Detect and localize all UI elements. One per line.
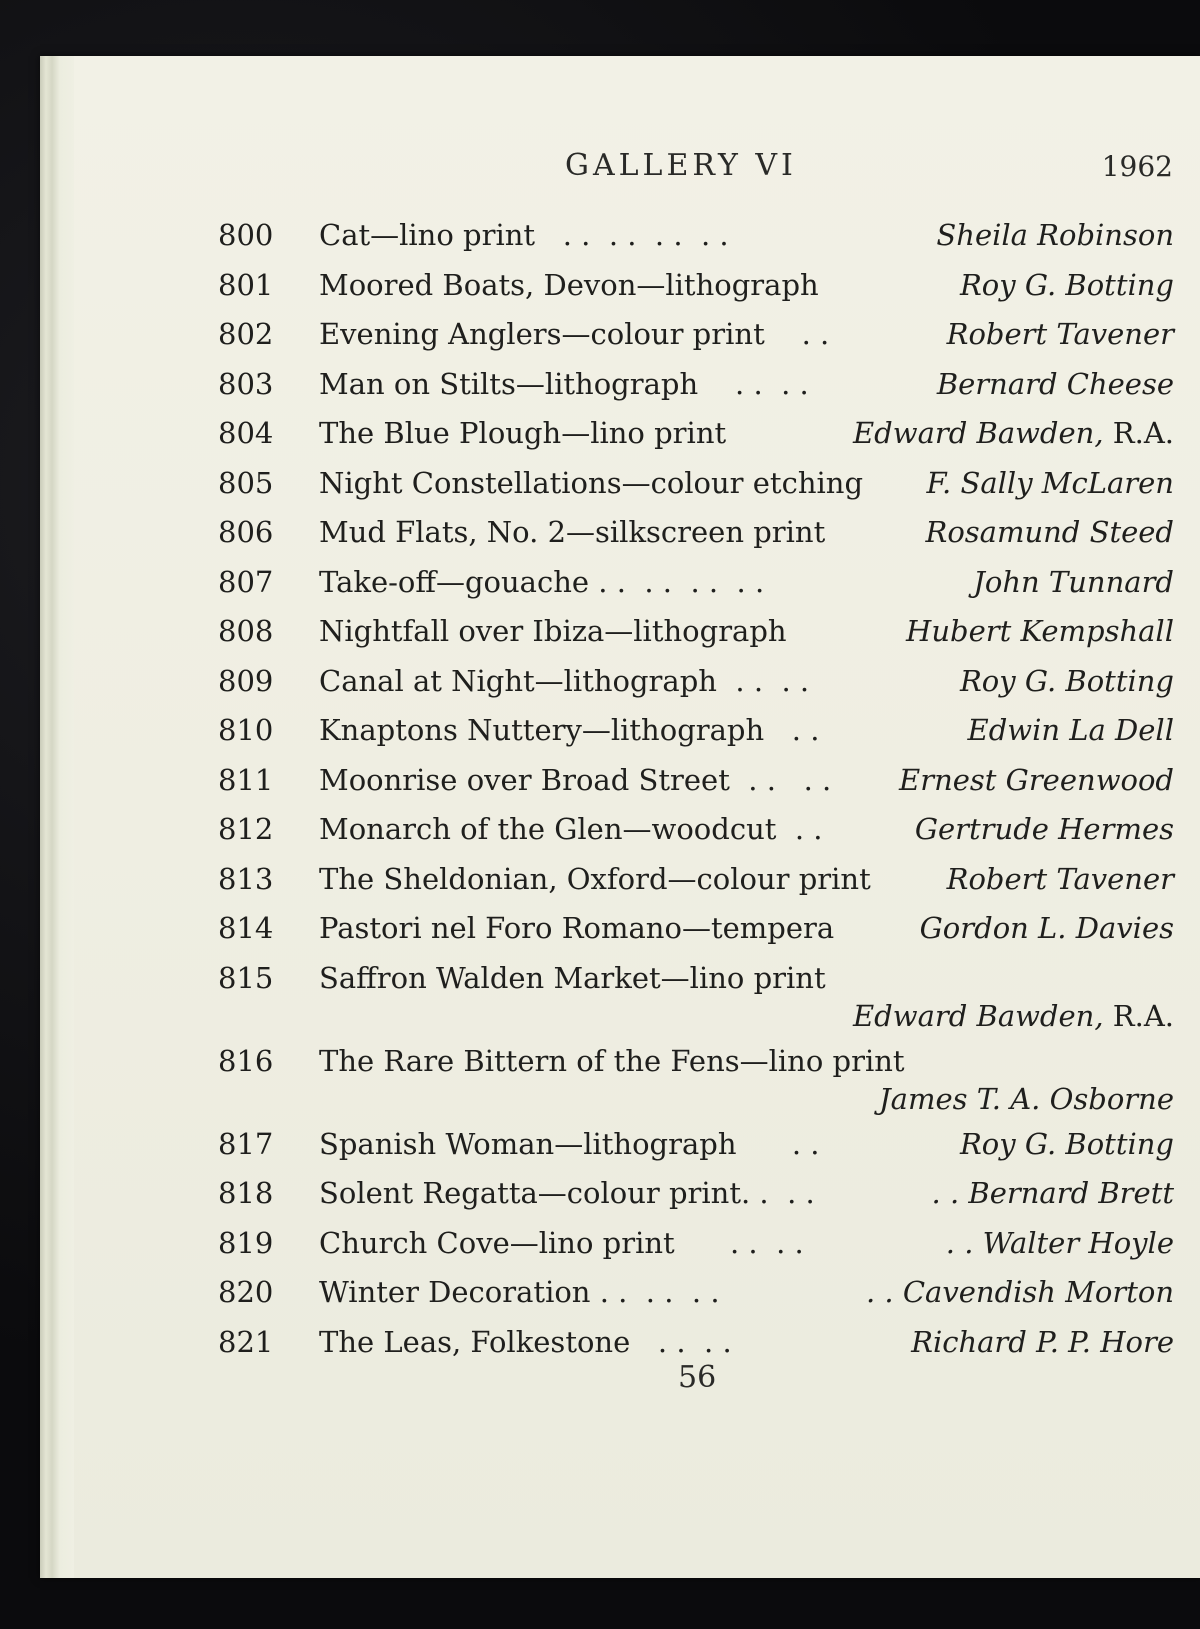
work-title: Canal at Night—lithograph . . . . — [319, 663, 810, 698]
artist-text: Gertrude Hermes — [914, 812, 1174, 846]
entry-number: 802 — [218, 317, 274, 351]
artist-text: Edward Bawden, — [853, 998, 1104, 1033]
artist-name — [946, 1226, 1174, 1260]
entry-row — [218, 614, 1174, 664]
entry-number: 803 — [218, 366, 274, 401]
artist-text: Edwin La Dell — [967, 713, 1174, 747]
entry-row — [218, 466, 1174, 516]
entry-number: 811 — [218, 762, 274, 797]
work-title: Solent Regatta—colour print. . . . — [319, 1176, 815, 1210]
entry-number: 815 — [218, 960, 274, 995]
artist-text: Hubert Kempshall — [906, 614, 1174, 648]
artist-name — [926, 466, 1174, 500]
catalogue-entries — [218, 218, 1174, 1374]
entry-row — [218, 1275, 1174, 1325]
artist-name — [937, 367, 1174, 401]
work-title: Knaptons Nuttery—lithograph . . — [319, 713, 820, 747]
work-title: The Leas, Folkestone . . . . — [319, 1324, 732, 1359]
entry-row — [218, 218, 1174, 268]
entry-row — [218, 713, 1174, 763]
entry-row — [218, 317, 1174, 367]
artist-text: Roy G. Botting — [959, 663, 1174, 698]
running-header — [0, 148, 1200, 188]
artist-name — [853, 999, 1174, 1033]
work-title: Cat—lino print . . . . . . . . — [319, 218, 729, 252]
artist-text: Roy G. Botting — [959, 267, 1174, 302]
entry-number: 807 — [218, 564, 274, 599]
entry-row — [218, 862, 1174, 912]
artist-name — [915, 812, 1174, 846]
artist-name — [879, 1082, 1174, 1116]
artist-suffix: R.A. — [1103, 998, 1174, 1033]
work-title: Night Constellations—colour etching — [319, 465, 864, 500]
artist-name — [906, 614, 1174, 648]
work-title: The Blue Plough—lino print — [319, 416, 727, 450]
artist-text: Edward Bawden, — [853, 416, 1104, 450]
entry-row — [218, 911, 1174, 961]
entry-row — [218, 812, 1174, 862]
work-title: Saffron Walden Market—lino print — [319, 960, 826, 995]
artist-text: . . Walter Hoyle — [945, 1225, 1174, 1260]
artist-name — [936, 218, 1174, 252]
entry-number: 801 — [218, 267, 274, 302]
gallery-title: GALLERY VI — [565, 148, 797, 183]
artist-text: Bernard Cheese — [936, 366, 1174, 401]
artist-name — [973, 565, 1174, 599]
artist-name — [899, 763, 1174, 797]
entry-number: 809 — [218, 663, 274, 698]
work-title: The Sheldonian, Oxford—colour print — [319, 861, 871, 896]
artist-text: . . Cavendish Morton — [866, 1275, 1174, 1309]
entry-number: 810 — [218, 713, 274, 747]
entry-number: 805 — [218, 465, 274, 500]
work-title: Moonrise over Broad Street . . . . — [319, 762, 832, 797]
entry-number: 818 — [218, 1176, 274, 1210]
work-title: Winter Decoration . . . . . . — [319, 1275, 720, 1309]
artist-name — [968, 713, 1174, 747]
entry-row — [218, 367, 1174, 417]
entry-number: 814 — [218, 911, 274, 945]
entry-number: 808 — [218, 614, 274, 648]
entry-row — [218, 1176, 1174, 1226]
entry-number: 820 — [218, 1275, 274, 1309]
artist-name — [925, 515, 1174, 549]
artist-text: F. Sally McLaren — [926, 465, 1174, 500]
artist-text: Gordon L. Davies — [919, 911, 1174, 945]
entry-number: 816 — [218, 1043, 274, 1078]
work-title: Man on Stilts—lithograph . . . . — [319, 366, 809, 401]
entry-row — [218, 1044, 1174, 1127]
work-title: Moored Boats, Devon—lithograph — [319, 267, 819, 302]
artist-text: Richard P. P. Hore — [911, 1324, 1174, 1359]
entry-number: 817 — [218, 1126, 274, 1161]
artist-name — [911, 1325, 1174, 1359]
entry-number: 800 — [218, 218, 274, 252]
entry-number: 813 — [218, 861, 274, 896]
work-title: Pastori nel Foro Romano—tempera — [319, 911, 835, 945]
work-title: Take-off—gouache . . . . . . . . — [319, 564, 765, 599]
artist-suffix: R.A. — [1103, 416, 1174, 450]
entry-number: 819 — [218, 1225, 274, 1260]
work-title: Spanish Woman—lithograph . . — [319, 1126, 820, 1161]
artist-name — [960, 1127, 1174, 1161]
artist-text: Ernest Greenwood — [899, 762, 1174, 797]
artist-name — [960, 664, 1174, 698]
artist-name — [853, 416, 1174, 450]
year: 1962 — [1101, 150, 1173, 183]
artist-name — [947, 862, 1174, 896]
artist-text: . . Bernard Brett — [931, 1176, 1174, 1210]
entry-number: 804 — [218, 416, 274, 450]
work-title: Monarch of the Glen—woodcut . . — [319, 812, 823, 846]
entry-row — [218, 416, 1174, 466]
entry-row — [218, 1226, 1174, 1276]
artist-name — [960, 268, 1174, 302]
work-title: The Rare Bittern of the Fens—lino print — [319, 1043, 905, 1078]
artist-text: Robert Tavener — [946, 317, 1174, 351]
entry-number: 812 — [218, 812, 274, 846]
entry-row — [218, 763, 1174, 813]
work-title: Evening Anglers—colour print . . — [319, 317, 830, 351]
artist-text: Robert Tavener — [946, 861, 1174, 896]
work-title: Church Cove—lino print . . . . — [319, 1225, 804, 1260]
artist-text: Roy G. Botting — [959, 1126, 1174, 1161]
artist-text: James T. A. Osborne — [879, 1081, 1174, 1116]
entry-row — [218, 515, 1174, 565]
entry-row — [218, 1127, 1174, 1177]
artist-name — [920, 911, 1174, 945]
entry-row — [218, 664, 1174, 714]
entry-number: 806 — [218, 515, 274, 549]
work-title: Nightfall over Ibiza—lithograph — [319, 614, 787, 648]
artist-name — [866, 1275, 1174, 1309]
page-number: 56 — [678, 1360, 717, 1395]
artist-text: Sheila Robinson — [936, 218, 1174, 252]
artist-name — [947, 317, 1174, 351]
entry-row — [218, 565, 1174, 615]
entry-row — [218, 961, 1174, 1044]
artist-text: John Tunnard — [973, 564, 1174, 599]
artist-name — [932, 1176, 1174, 1210]
artist-text: Rosamund Steed — [925, 515, 1174, 549]
entry-row — [218, 268, 1174, 318]
entry-number: 821 — [218, 1324, 274, 1359]
work-title: Mud Flats, No. 2—silkscreen print — [319, 515, 826, 549]
